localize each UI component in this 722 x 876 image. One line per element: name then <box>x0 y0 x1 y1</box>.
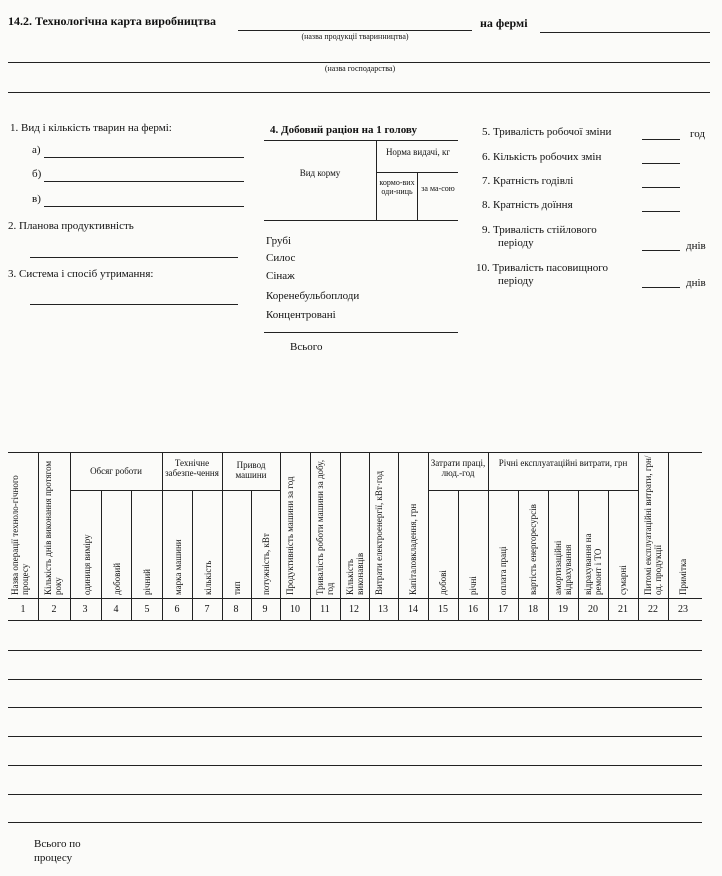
col14-header: Капіталовкладення, грн <box>408 503 418 595</box>
col1-header: Назва операції техноло-гічного процесу <box>10 475 30 595</box>
form-title: 14.2. Технологічна карта виробництва <box>8 14 217 28</box>
col7-header: кількість <box>203 560 213 595</box>
stall-period-field[interactable] <box>642 250 680 251</box>
process-total-label-2: процесу <box>34 852 73 864</box>
col-number: 8 <box>233 604 239 615</box>
pasture-period-unit: днів <box>686 277 706 289</box>
group-volume-header: Обсяг роботи <box>90 466 142 476</box>
col22-header: Питомі експлуатаційні витрати, грн/од. продукції <box>643 455 663 595</box>
ration-bottom-rule <box>264 220 458 221</box>
col-rule-19 <box>578 490 579 620</box>
col13-header: Витрати електроенергії, кВт·год <box>374 470 384 595</box>
farm-line-1[interactable] <box>8 62 710 63</box>
group-rule-volume <box>70 490 162 491</box>
stall-period-unit: днів <box>686 240 706 252</box>
stall-period-label-2: періоду <box>498 237 534 249</box>
col-rule-22 <box>668 452 669 620</box>
col-rule-18 <box>548 490 549 620</box>
process-total-label-1: Всього по <box>34 838 81 850</box>
ration-top-rule <box>264 140 458 141</box>
table-numbers-bottom <box>8 620 702 621</box>
ration-total-label: Всього <box>290 341 323 353</box>
col-rule-16 <box>488 452 489 620</box>
col-rule-17 <box>518 490 519 620</box>
table-row[interactable] <box>8 822 702 823</box>
pasture-period-field[interactable] <box>642 287 680 288</box>
norm-header: Норма видачі, кг <box>385 147 451 157</box>
col-number: 15 <box>438 604 448 615</box>
feed-concentrates: Концентровані <box>266 309 336 321</box>
shift-duration-label: 5. Тривалість робочої зміни <box>482 126 612 138</box>
col-number: 20 <box>588 604 598 615</box>
col-number: 12 <box>349 604 359 615</box>
group-drive-header: Привод машини <box>235 460 267 480</box>
milking-frequency-label: 8. Кратність доїння <box>482 199 573 211</box>
col-rule-5 <box>162 452 163 620</box>
farm-caption: (назва господарства) <box>324 64 396 73</box>
animals-sub-a-field[interactable] <box>44 157 244 158</box>
ration-total-rule <box>264 332 458 333</box>
col-rule-2 <box>70 452 71 620</box>
col-rule-1 <box>38 452 39 620</box>
table-row[interactable] <box>8 650 702 651</box>
col-rule-20 <box>608 490 609 620</box>
table-row[interactable] <box>8 679 702 680</box>
col15-header: добові <box>438 570 448 595</box>
col-number: 4 <box>113 604 119 615</box>
col-number: 9 <box>262 604 268 615</box>
col18-header: вартість енергоресурсів <box>528 504 538 595</box>
farm-line-2[interactable] <box>8 92 710 93</box>
col-number: 6 <box>174 604 180 615</box>
col-rule-11 <box>340 452 341 620</box>
ration-divider-1 <box>376 140 377 220</box>
col-number: 22 <box>648 604 658 615</box>
col16-header: річні <box>468 576 478 595</box>
table-row[interactable] <box>8 765 702 766</box>
col6-header: марка машини <box>173 539 183 595</box>
col8-header: тип <box>232 581 242 595</box>
group-costs-header: Річні експлуатаційні витрати, грн <box>498 458 628 468</box>
table-header-bottom <box>8 598 702 599</box>
col12-header: Кількість виконавців <box>345 552 365 595</box>
animals-sub-c-label: в) <box>32 193 41 205</box>
col19-header: амортизаційні відрахування <box>553 540 573 595</box>
feed-coarse: Грубі <box>266 235 292 247</box>
feed-silage: Силос <box>266 252 296 264</box>
col-number: 3 <box>82 604 88 615</box>
col-rule-10 <box>310 452 311 620</box>
feed-haylage: Сінаж <box>266 270 295 282</box>
shifts-count-field[interactable] <box>642 163 680 164</box>
col9-header: потужність, кВт <box>261 533 271 595</box>
group-tech-header: Технічне забезпе-чення <box>165 458 219 478</box>
col21-header: сумарні <box>618 565 628 595</box>
col-rule-12 <box>369 452 370 620</box>
col-number: 5 <box>144 604 150 615</box>
col-number: 13 <box>378 604 388 615</box>
planned-productivity-field[interactable] <box>30 257 238 258</box>
animals-sub-b-field[interactable] <box>44 181 244 182</box>
animals-sub-a-label: а) <box>32 144 41 156</box>
col-rule-9 <box>280 452 281 620</box>
pasture-period-label-2: періоду <box>498 275 534 287</box>
feeding-frequency-label: 7. Кратність годівлі <box>482 175 574 187</box>
col5-header: річний <box>142 569 152 595</box>
on-farm-label: на фермі <box>480 16 528 30</box>
feed-root-crops: Коренебульбоплоди <box>266 290 360 302</box>
farm-name-field[interactable] <box>540 32 710 33</box>
feed-units-header: кормо-вих оди-ниць <box>379 178 415 196</box>
housing-system-label: 3. Система і спосіб утримання: <box>8 268 154 280</box>
col11-header: Тривалість роботи машини за добу, год <box>315 459 335 595</box>
col-number: 11 <box>320 604 330 615</box>
table-row[interactable] <box>8 736 702 737</box>
feed-type-header: Вид корму <box>299 168 341 178</box>
group-labor-header: Затрати праці, люд.-год <box>430 458 486 478</box>
col20-header: відрахування на ремонт і ТО <box>583 533 603 595</box>
ration-title: 4. Добовий раціон на 1 голову <box>270 124 417 136</box>
col-number: 2 <box>51 604 57 615</box>
col-rule-15 <box>458 490 459 620</box>
col-rule-13 <box>398 452 399 620</box>
table-row[interactable] <box>8 707 702 708</box>
housing-system-field[interactable] <box>30 304 238 305</box>
product-caption: (назва продукції тваринництва) <box>301 32 409 41</box>
col-number: 19 <box>558 604 568 615</box>
pasture-period-label-1: 10. Тривалість пасовищного <box>476 262 609 274</box>
shifts-count-label: 6. Кількість робочих змін <box>482 151 602 163</box>
ration-divider-2 <box>417 172 418 220</box>
col-rule-6 <box>192 490 193 620</box>
milking-frequency-field[interactable] <box>642 211 680 212</box>
table-top-rule <box>8 452 702 453</box>
animals-sub-b-label: б) <box>32 168 42 180</box>
col-number: 7 <box>204 604 210 615</box>
by-mass-header: за ма-сою <box>421 184 455 193</box>
col-number: 21 <box>618 604 628 615</box>
animals-sub-c-field[interactable] <box>44 206 244 207</box>
col-rule-21 <box>638 452 639 620</box>
product-name-field[interactable] <box>238 30 472 31</box>
group-rule-costs <box>488 490 638 491</box>
col23-header: Примітка <box>678 558 688 595</box>
col-rule-8 <box>251 490 252 620</box>
planned-productivity-label: 2. Планова продуктивність <box>8 220 134 232</box>
col-rule-7 <box>222 452 223 620</box>
col4-header: добовий <box>112 562 122 595</box>
col-number: 10 <box>290 604 300 615</box>
shift-duration-unit: год <box>690 128 706 140</box>
col-rule-14 <box>428 452 429 620</box>
col-rule-3 <box>101 490 102 620</box>
col-number: 16 <box>468 604 478 615</box>
col-rule-4 <box>131 490 132 620</box>
col3-header: одиниця виміру <box>82 534 92 595</box>
col-number: 1 <box>20 604 26 615</box>
col10-header: Продуктивність машини за год <box>285 476 295 595</box>
col-number: 18 <box>528 604 538 615</box>
col17-header: оплата праці <box>498 546 508 595</box>
animals-heading: 1. Вид і кількість тварин на фермі: <box>10 122 172 134</box>
col-number: 17 <box>498 604 508 615</box>
col-number: 14 <box>408 604 418 615</box>
shift-duration-field[interactable] <box>642 139 680 140</box>
stall-period-label-1: 9. Тривалість стійлового <box>482 224 597 236</box>
feeding-frequency-field[interactable] <box>642 187 680 188</box>
col-number: 23 <box>678 604 688 615</box>
col2-header: Кількість днів виконання протягом року <box>43 460 63 595</box>
table-row[interactable] <box>8 794 702 795</box>
